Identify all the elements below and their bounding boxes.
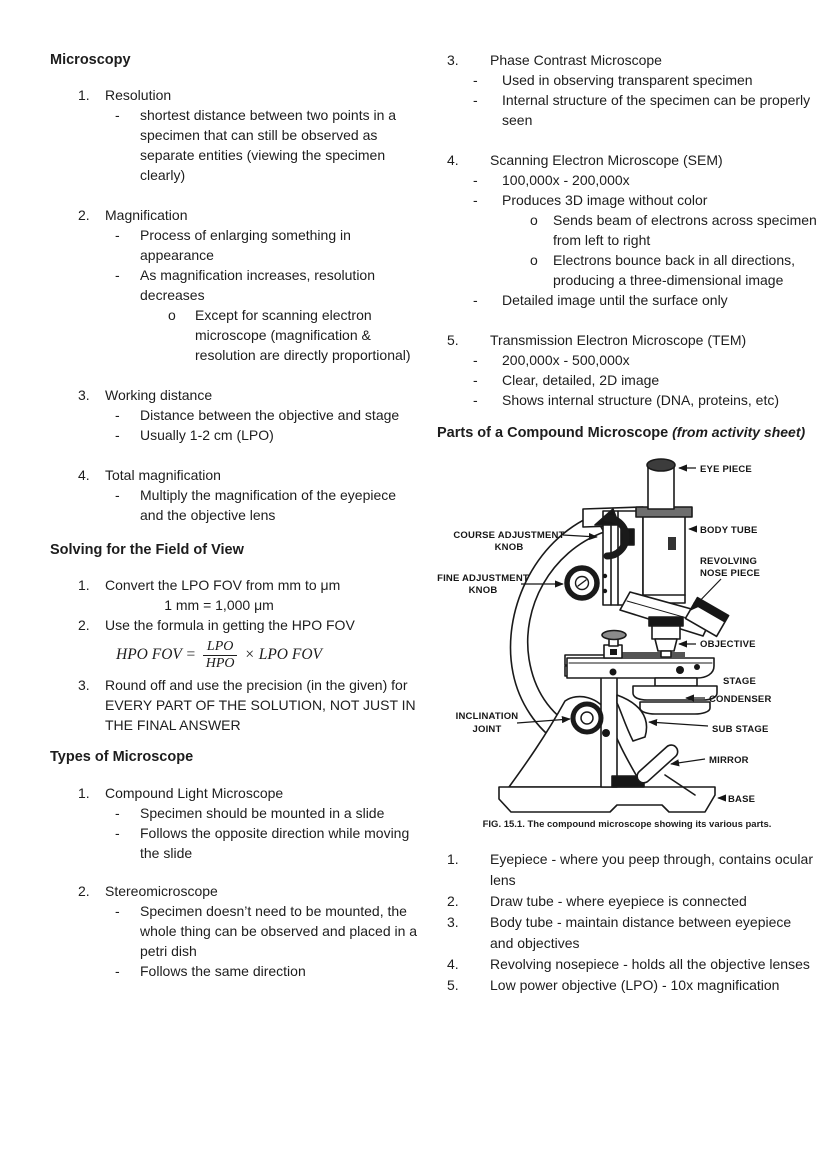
bullet-line (50, 225, 422, 265)
heading-parts-of-microscope (437, 422, 817, 443)
bullet-line (437, 170, 817, 190)
diagram-label-stage: STAGE (723, 676, 757, 687)
list-item-total-magnification (50, 465, 422, 525)
bullet-text: Specimen should be mounted in a slide (140, 805, 385, 821)
item-title: Phase Contrast Microscope (490, 52, 662, 68)
dash-bullet: - (473, 352, 478, 368)
step-text: Round off and use the precision (in the given) for EVERY PART OF THE SOLUTION, NOT JUST IN THE FINAL ANSWER (105, 677, 416, 733)
bullet-text: Produces 3D image without color (502, 192, 708, 208)
dash-bullet: - (115, 107, 120, 123)
numbered-line (50, 675, 422, 735)
bullet-text: Follows the opposite direction while moving the slide (140, 825, 410, 861)
bullet-text: 100,000x - 200,000x (502, 172, 630, 188)
body-tube-shape (643, 515, 685, 603)
numbered-line (50, 385, 422, 405)
numbered-line (50, 615, 422, 635)
figure-caption: FIG. 15.1. The compound microscope showing its various parts. (482, 819, 772, 830)
stage-clip-dot (610, 669, 617, 676)
dash-bullet: - (115, 487, 120, 503)
bullet-text: Electrons bounce back in all directions, producing a three-dimensional image (553, 252, 796, 288)
bullet-line (437, 90, 817, 130)
parts-list-item (437, 954, 817, 975)
objective-collar (649, 617, 683, 626)
item-text: Body tube - maintain distance between eyepiece and objectives (490, 914, 792, 951)
list-item-phase-contrast (437, 50, 817, 130)
diagram-label-coarse-knob-2: KNOB (494, 542, 524, 553)
numbered-line (437, 50, 817, 70)
item-number: 2. (78, 207, 90, 223)
item-text: Eyepiece - where you peep through, contains ocular lens (490, 851, 813, 888)
item-number: 1. (78, 87, 90, 103)
bullet-text: Specimen doesn’t need to be mounted, the whole thing can be observed and placed in a petri dish (140, 903, 418, 959)
dash-bullet: - (115, 227, 120, 243)
microscope-figure (437, 445, 817, 831)
diagram-label-mirror: MIRROR (709, 755, 749, 766)
parts-list-item (437, 849, 817, 891)
list-item-compound-light (50, 783, 422, 863)
bullet-line (437, 190, 817, 210)
substage-dot (602, 729, 610, 737)
fraction-numerator: LPO (203, 639, 237, 656)
bullet-line (50, 105, 422, 185)
bullet-text: shortest distance between two points in a specimen that can still be observed as separate entities (viewing the specimen clearly) (140, 107, 397, 183)
step-text: Use the formula in getting the HPO FOV (105, 617, 355, 633)
formula-fraction (203, 639, 237, 672)
item-title: Transmission Electron Microscope (TEM) (490, 332, 747, 348)
stage-clip-dot (676, 666, 684, 674)
bullet-line (437, 70, 817, 90)
item-number: 2. (78, 883, 90, 899)
conversion-line: 1 mm = 1,000 μm (164, 597, 274, 613)
item-title: Resolution (105, 87, 172, 103)
bullet-line (50, 901, 422, 961)
diagram-label-eye-piece: EYE PIECE (700, 464, 752, 475)
numbered-line (50, 881, 422, 901)
fov-steps (50, 575, 422, 735)
bullet-line (50, 961, 422, 981)
item-number: 3. (447, 914, 459, 930)
bullet-text: Except for scanning electron microscope (magnification & resolution are directly proportional) (195, 307, 411, 363)
sub-bullet-line (437, 250, 817, 290)
bullet-text: Clear, detailed, 2D image (502, 372, 660, 388)
circle-bullet: o (168, 307, 176, 323)
heading-field-of-view: Solving for the Field of View (50, 542, 244, 558)
dash-bullet: - (473, 192, 478, 208)
bullet-text: Process of enlarging something in appearance (140, 227, 351, 263)
item-title: Magnification (105, 207, 188, 223)
numbered-line (437, 330, 817, 350)
eyepiece-cap (647, 459, 675, 471)
bullet-text: Usually 1-2 cm (LPO) (140, 427, 274, 443)
dash-bullet: - (473, 292, 478, 308)
heading-italic-part: (from activity sheet) (672, 424, 806, 440)
item-number: 3. (78, 677, 90, 693)
bullet-line (50, 803, 422, 823)
list-item-tem (437, 330, 817, 410)
bullet-text: Detailed image until the surface only (502, 292, 728, 308)
objective-barrel (652, 626, 680, 639)
bullet-text: Used in observing transparent specimen (502, 72, 753, 88)
heading-types-of-microscope: Types of Microscope (50, 749, 194, 765)
circle-bullet: o (530, 212, 538, 228)
numbered-line (437, 150, 817, 170)
condenser-bottom (640, 702, 710, 714)
item-number: 1. (78, 577, 90, 593)
diagram-label-body-tube: BODY TUBE (700, 525, 758, 536)
item-text: Draw tube - where eyepiece is connected (490, 893, 747, 909)
dash-bullet: - (115, 963, 120, 979)
item-number: 5. (447, 977, 459, 993)
step-text: Convert the LPO FOV from mm to μm (105, 577, 341, 593)
inclination-joint-ring (573, 704, 601, 732)
item-number: 4. (78, 467, 90, 483)
bullet-line (437, 290, 817, 310)
diagram-label-condenser: CONDENSER (709, 694, 772, 705)
parts-list-item (437, 912, 817, 954)
list-item-magnification (50, 205, 422, 365)
bullet-text: Sends beam of electrons across specimen from left to right (553, 212, 817, 248)
dash-bullet: - (473, 172, 478, 188)
dash-bullet: - (115, 267, 120, 283)
diagram-label-fine-knob-1: FINE ADJUSTMENT (437, 573, 529, 584)
stage-screw-cap (602, 631, 626, 640)
dash-bullet: - (115, 805, 120, 821)
list-item-working-distance (50, 385, 422, 445)
dash-bullet: - (473, 372, 478, 388)
stage-clip-dot (694, 664, 700, 670)
item-number: 4. (447, 956, 459, 972)
objective-taper (655, 639, 677, 651)
list-item-resolution (50, 85, 422, 185)
heading-bold-part: Parts of a Compound Microscope (437, 425, 669, 441)
bullet-line (50, 425, 422, 445)
stage-shape (567, 658, 714, 678)
body-tube-clip (668, 537, 676, 550)
bullet-text: Multiply the magnification of the eyepiece and the objective lens (140, 487, 397, 523)
bullet-line (50, 265, 422, 305)
bullet-text: Distance between the objective and stage (140, 407, 400, 423)
item-title: Working distance (105, 387, 213, 403)
sub-bullet-line (50, 305, 422, 365)
diagram-label-revolving: REVOLVING (700, 556, 758, 567)
dash-bullet: - (473, 72, 478, 88)
numbered-line (50, 575, 422, 595)
diagram-label-nose-piece: NOSE PIECE (700, 568, 761, 579)
item-number: 5. (447, 332, 459, 348)
diagram-label-fine-knob-2: KNOB (468, 585, 498, 596)
bullet-line (437, 370, 817, 390)
diagram-label-objective: OBJECTIVE (700, 639, 756, 650)
parts-list-item (437, 891, 817, 912)
list-item-sem (437, 150, 817, 310)
parts-list-item (437, 975, 817, 996)
item-title: Total magnification (105, 467, 221, 483)
bullet-text: Follows the same direction (140, 963, 306, 979)
bullet-line (50, 405, 422, 425)
fraction-denominator: HPO (205, 655, 235, 671)
item-number: 3. (78, 387, 90, 403)
dash-bullet: - (115, 427, 120, 443)
condenser-neck (655, 678, 697, 686)
eyepiece-shape (648, 467, 674, 509)
item-number: 1. (78, 785, 90, 801)
item-text: Revolving nosepiece - holds all the objective lenses (490, 956, 810, 972)
numbered-line (50, 783, 422, 803)
diagram-label-sub-stage: SUB STAGE (712, 724, 769, 735)
list-item-stereomicroscope (50, 881, 422, 981)
item-title: Stereomicroscope (105, 883, 218, 899)
item-number: 2. (447, 893, 459, 909)
formula-lhs: HPO FOV = (116, 646, 196, 663)
numbered-line (50, 85, 422, 105)
dash-bullet: - (473, 92, 478, 108)
bullet-line (50, 485, 422, 525)
rack-bolt (603, 574, 607, 578)
bullet-line (437, 350, 817, 370)
hpo-fov-formula (50, 635, 422, 675)
heading-microscopy: Microscopy (50, 52, 131, 68)
objective-tip (661, 651, 671, 657)
bullet-line (50, 823, 422, 863)
diagram-label-inclination-1: INCLINATION (455, 711, 519, 722)
item-number: 2. (78, 617, 90, 633)
item-title: Scanning Electron Microscope (SEM) (490, 152, 723, 168)
bullet-text: 200,000x - 500,000x (502, 352, 630, 368)
bullet-text: Shows internal structure (DNA, proteins, etc) (502, 392, 779, 408)
formula-rhs: × LPO FOV (244, 646, 322, 663)
bullet-text: Internal structure of the specimen can be properly seen (502, 92, 811, 128)
left-column (50, 50, 422, 981)
dash-bullet: - (473, 392, 478, 408)
dash-bullet: - (115, 825, 120, 841)
circle-bullet: o (530, 252, 538, 268)
item-number: 3. (447, 52, 459, 68)
parts-list (437, 849, 817, 996)
item-text: Low power objective (LPO) - 10x magnification (490, 977, 780, 993)
rack-bolt (603, 589, 607, 593)
slide-strip (619, 652, 685, 658)
item-number: 4. (447, 152, 459, 168)
base-shape (499, 787, 715, 812)
diagram-label-base: BASE (728, 794, 756, 805)
bullet-line (437, 390, 817, 410)
dash-bullet: - (115, 407, 120, 423)
item-number: 1. (447, 851, 459, 867)
microscope-diagram (437, 445, 817, 817)
dash-bullet: - (115, 903, 120, 919)
right-column (437, 50, 817, 996)
stage-screw-dot (610, 649, 617, 655)
diagram-label-coarse-knob-1: COURSE ADJUSTMENT (453, 530, 565, 541)
diagram-label-inclination-2: JOINT (472, 724, 502, 735)
numbered-line (50, 465, 422, 485)
item-title: Compound Light Microscope (105, 785, 284, 801)
bullet-text: As magnification increases, resolution decreases (140, 267, 376, 303)
numbered-line (50, 205, 422, 225)
sub-bullet-line (437, 210, 817, 250)
